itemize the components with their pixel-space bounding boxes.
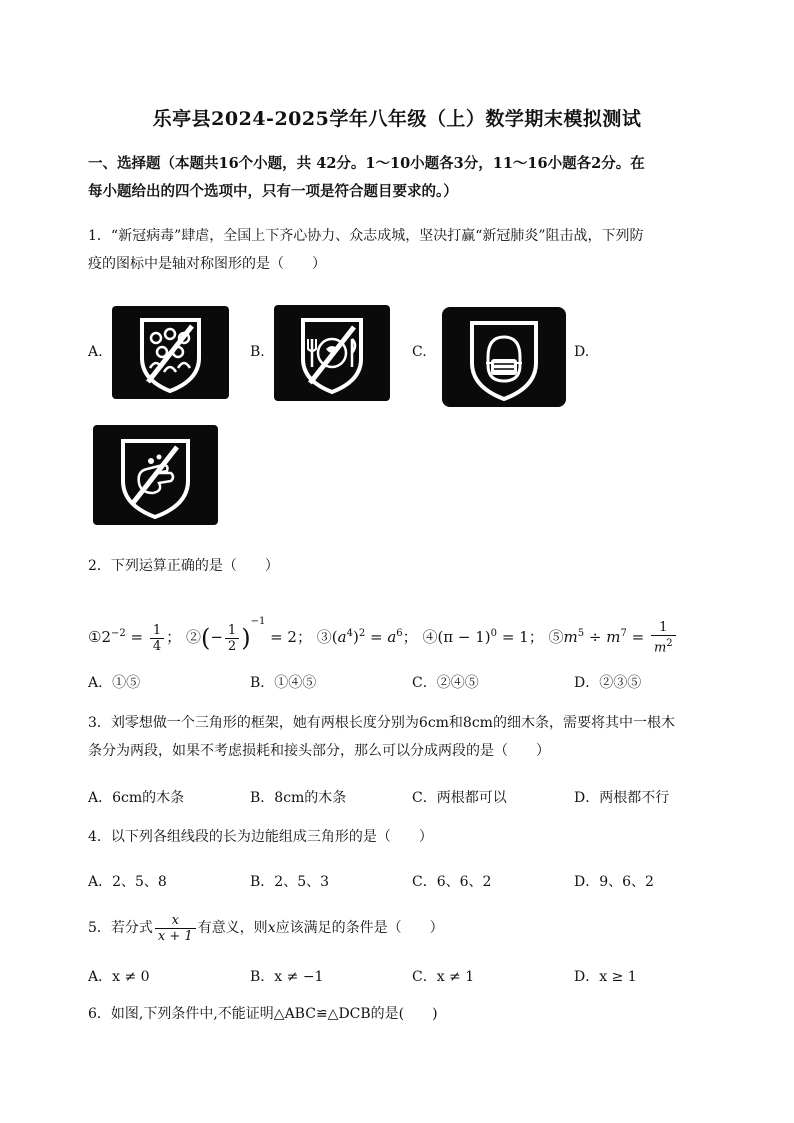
option-c[interactable]: C．x ≠ 1 [412, 969, 475, 985]
option-b[interactable]: B．①④⑤ [250, 675, 317, 691]
question-4-stem: 4．以下列各组线段的长为边能组成三角形的是（ ） [88, 829, 433, 845]
expr-5-denominator [651, 636, 676, 655]
expr-2-fraction [225, 623, 239, 654]
expr-3-variable: a [337, 628, 347, 646]
expr-3-result-exponent: 6 [396, 628, 403, 639]
question-1 [88, 222, 728, 278]
expr-separator: ； [402, 628, 418, 646]
option-b[interactable]: B．x ≠ −1 [250, 969, 324, 985]
expr-5-exponent-2: 7 [620, 628, 627, 639]
expr-2-marker: ② [185, 628, 201, 646]
expr-4 [422, 628, 528, 646]
section-heading [88, 150, 728, 206]
question-5-middle: 有意义，则 [197, 920, 268, 936]
expr-1-denominator: 4 [152, 638, 162, 654]
expr-5 [548, 620, 678, 656]
expr-5-variable-2: m [606, 628, 621, 646]
option-b[interactable]: B．8cm的木条 [250, 790, 347, 806]
hand-washing-icon [93, 425, 218, 525]
question-1-line-2: 疫的图标中是轴对称图形的是（ ） [88, 256, 326, 272]
question-5-fraction [155, 913, 196, 944]
question-2-expressions [88, 602, 728, 656]
expr-5-exponent-1: 5 [577, 628, 585, 639]
expr-2-numerator: 1 [225, 623, 239, 639]
option-a[interactable]: A．2、5、8 [88, 874, 167, 890]
question-2-options [88, 672, 728, 694]
expr-1-equals: = [125, 628, 148, 646]
expr-5-fraction [651, 620, 676, 655]
question-3 [88, 709, 728, 765]
expr-1-numerator: 1 [150, 623, 164, 639]
eating-prohibited-icon [274, 305, 390, 401]
mask-icon [442, 307, 566, 407]
expr-1-fraction [150, 623, 164, 654]
question-6-stem: 6．如图,下列条件中,不能证明△ABC≌△DCB的是( ) [88, 1006, 438, 1022]
option-d[interactable]: D．②③⑤ [574, 675, 642, 691]
question-4-options [88, 871, 728, 893]
option-a[interactable]: A．x ≠ 0 [88, 969, 150, 985]
section-line-2: 每小题给出的四个选项中，只有一项是符合题目要求的。） [88, 183, 458, 200]
option-c[interactable]: C．6、6、2 [412, 874, 492, 890]
expr-3-inner-exponent: 4 [346, 628, 353, 639]
question-5-prefix: 5．若分式 [88, 920, 153, 936]
expr-4-exponent: 0 [490, 628, 498, 639]
question-5-suffix: 应该满足的条件是（ ） [275, 920, 444, 936]
expr-5-variable-1: m [563, 628, 578, 646]
question-5-variable: x [267, 920, 276, 936]
option-d[interactable]: D．两根都不行 [574, 790, 670, 806]
expr-2-denominator: 2 [227, 638, 237, 654]
section-line-1: 一、选择题（本题共16个小题，共 42分。1～10小题各3分，11～16小题各2分。在 [88, 155, 645, 172]
question-2-stem: 2．下列运算正确的是（ ） [88, 558, 279, 574]
question-3-options [88, 787, 728, 809]
option-c[interactable]: C．两根都可以 [412, 790, 507, 806]
expr-1 [88, 622, 166, 654]
option-c-label: C. [412, 344, 427, 360]
expr-2-exponent: −1 [250, 616, 266, 627]
option-d[interactable]: D．9、6、2 [574, 874, 654, 890]
expr-5-divide: ÷ [584, 628, 607, 646]
question-3-line-1: 3．刘零想做一个三角形的框架，她有两根长度分别为6cm和8cm的细木条，需要将其中一根木 [88, 715, 675, 731]
expr-5-marker: ⑤ [548, 628, 564, 646]
expr-3: $③(a^4)^2 = a^6$ [316, 628, 403, 646]
expr-5-denominator-exponent: 2 [666, 638, 673, 650]
expr-3-result-variable: a [387, 628, 397, 646]
expr-3-marker: ③ [316, 628, 332, 646]
question-1-line-1: 1．“新冠病毒”肆虐，全国上下齐心协力、众志成城，坚决打赢“新冠肺炎”阻击战，下列防 [88, 228, 644, 244]
option-b[interactable]: B．2、5、3 [250, 874, 330, 890]
page-title: 乐亭县2024-2025学年八年级（上）数学期末模拟测试 [152, 108, 642, 130]
expr-1-exponent: −2 [111, 628, 126, 639]
expr-3-outer-exponent: 2 [358, 628, 366, 639]
expr-1-base: ①2 [88, 628, 111, 646]
expr-4-base: (π − 1) [437, 628, 491, 646]
expr-5-numerator: 1 [651, 620, 676, 636]
expr-separator: ； [166, 628, 182, 646]
expr-4-marker: ④ [422, 628, 438, 646]
expr-4-result: = 1 [497, 628, 529, 646]
option-a[interactable]: A．①⑤ [88, 675, 141, 691]
question-5-stem [88, 910, 728, 946]
option-a[interactable]: A．6cm的木条 [88, 790, 185, 806]
expr-3-equals: = [365, 628, 388, 646]
question-5-denominator: x + 1 [157, 928, 193, 944]
expr-separator: ； [528, 628, 544, 646]
expr-5-denominator-variable: m [653, 640, 667, 656]
option-d-label: D. [574, 344, 590, 360]
expr-2: ②(− $\frac{1}{2}$ )$^{-1}$ = 2 [185, 616, 297, 654]
crowd-prohibited-icon [112, 306, 229, 399]
option-a-label: A. [88, 344, 103, 360]
question-5-numerator: x [155, 913, 196, 929]
expr-2-result: = 2 [265, 628, 297, 646]
option-c[interactable]: C．②④⑤ [412, 675, 479, 691]
expr-separator: ； [296, 628, 312, 646]
question-5-options [88, 966, 728, 988]
option-d[interactable]: D．x ≥ 1 [574, 969, 637, 985]
question-3-line-2: 条分为两段，如果不考虑损耗和接头部分，那么可以分成两段的是（ ） [88, 743, 550, 759]
expr-5-equals: = [626, 628, 649, 646]
option-b-label: B. [250, 344, 265, 360]
